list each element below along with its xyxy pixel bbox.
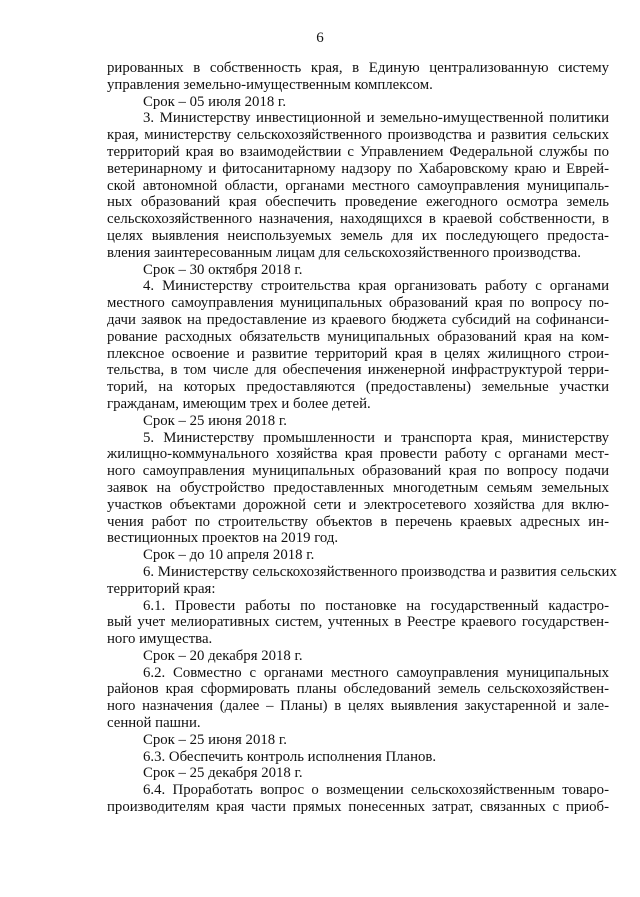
text-line: Срок – 20 декабря 2018 г.	[143, 647, 303, 664]
text-line: 6.2. Совместно с органами местного самоуправления муниципальных	[143, 664, 609, 681]
text-line: вления заинтересованным лицам для сельскохозяйственного производства.	[107, 244, 581, 261]
text-line: края, министерству сельскохозяйственного производства и развития сельских	[107, 127, 609, 144]
text-line: плексное освоение и развитие территорий края в целях жилищного строи-	[107, 345, 609, 362]
text-line: вый учет мелиоративных систем, учтенных в Реестре краевого государствен-	[107, 614, 609, 631]
text-line: 4. Министерству строительства края организовать работу с органами	[143, 278, 609, 295]
text-line: ветеринарному и фитосанитарному надзору по Хабаровскому краю и Еврей-	[107, 160, 609, 177]
text-line: рование расходных обязательств муниципальных образований края на ком-	[107, 328, 609, 345]
text-line: дачи заявок на предоставление из краевого бюджета субсидий на софинанси-	[107, 311, 609, 328]
text-line: целях выявления неиспользуемых земель для их последующего предоста-	[107, 227, 609, 244]
text-line: тельства, в том числе для обеспечения инженерной инфраструктурой терри-	[107, 362, 609, 379]
text-line: управления земельно-имущественным комплексом.	[107, 76, 433, 93]
text-line: районов края сформировать планы обследований земель сельскохозяйствен-	[107, 681, 609, 698]
text-line: 6.3. Обеспечить контроль исполнения Планов.	[143, 748, 437, 765]
text-line: 6.4. Проработать вопрос о возмещении сельскохозяйственным товаро-	[143, 782, 609, 799]
text-line: участков объектами дорожной сети и электросетевого хозяйства для вклю-	[107, 496, 609, 513]
text-line: Срок – 30 октября 2018 г.	[143, 261, 303, 278]
page-number: 6	[316, 30, 324, 46]
text-line: 6.1. Провести работы по постановке на государственный кадастро-	[143, 597, 609, 614]
text-line: ской автономной области, органами местного самоуправления муниципаль-	[107, 177, 609, 194]
text-line: 3. Министерству инвестиционной и земельно-имущественной политики	[143, 110, 609, 127]
text-line: ного имущества.	[107, 631, 213, 648]
text-line: 6. Министерству сельскохозяйственного производства и развития сельских	[143, 563, 617, 580]
text-line: жилищно-коммунального хозяйства края провести работу с органами мест-	[107, 446, 609, 463]
text-line: гражданам, имеющим трех и более детей.	[107, 395, 371, 412]
text-line: местного самоуправления муниципальных образований края по вопросу по-	[107, 295, 609, 312]
text-line: сельскохозяйственного назначения, находящихся в краевой собственности, в	[107, 211, 609, 228]
document-body	[107, 60, 617, 816]
text-line: торий, на которых предоставляются (предоставлены) земельные участки	[107, 379, 609, 396]
text-line: сенной пашни.	[107, 715, 201, 732]
text-line: чения работ по строительству объектов в перечень краевых адресных ин-	[107, 513, 609, 530]
text-line: Срок – 05 июля 2018 г.	[143, 93, 287, 110]
text-line: территорий края во взаимодействии с Управлением Федеральной службы по	[107, 143, 609, 160]
text-line: Срок – 25 июня 2018 г.	[143, 731, 287, 748]
text-line: вестиционных проектов на 2019 год.	[107, 530, 339, 547]
text-line: 5. Министерству промышленности и транспорта края, министерству	[143, 429, 609, 446]
text-line: рированных в собственность края, в Единую централизованную систему	[107, 60, 609, 76]
text-line: территорий края:	[107, 580, 216, 597]
text-line: ных образований края обеспечить проведение ежегодного осмотра земель	[107, 194, 609, 211]
text-line: ного назначения (далее – Планы) в целях выявления закустаренной и зале-	[107, 698, 609, 715]
text-line: производителям края части прямых понесенных затрат, связанных с приоб-	[107, 799, 609, 816]
text-line: заявок на обустройство предоставленных многодетным семьям земельных	[107, 479, 609, 496]
text-line: Срок – до 10 апреля 2018 г.	[143, 547, 315, 564]
text-line: Срок – 25 июня 2018 г.	[143, 412, 287, 429]
text-line: ного самоуправления муниципальных образований края по вопросу подачи	[107, 463, 609, 480]
text-line: Срок – 25 декабря 2018 г.	[143, 765, 303, 782]
